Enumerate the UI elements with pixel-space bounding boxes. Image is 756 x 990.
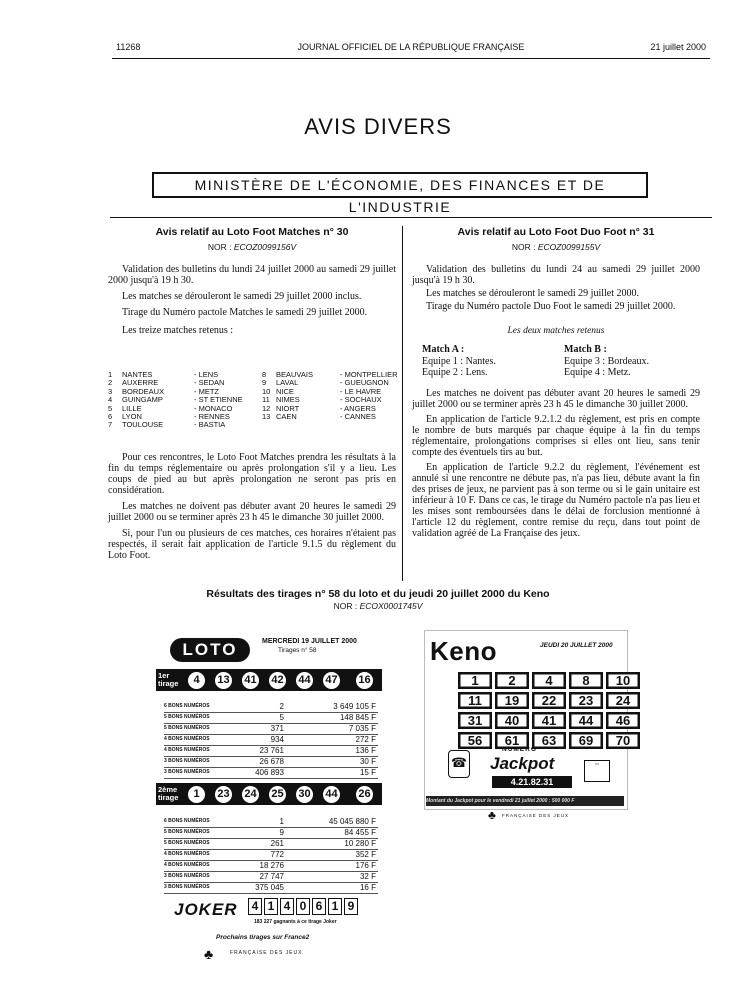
- home-team: NIORT: [276, 403, 300, 413]
- winners-count: 934: [270, 735, 284, 744]
- paragraph: Les matches se dérouleront le samedi 29 juillet 2000 inclus.: [122, 291, 362, 302]
- prize-amount: 30 F: [359, 757, 376, 766]
- winners-count: 371: [270, 724, 284, 733]
- result-row: [164, 829, 378, 839]
- results-title: Résultats des tirages n° 58 du loto et du jeudi 20 juillet 2000 du Keno: [206, 588, 550, 600]
- keno-number: 24: [606, 692, 640, 709]
- right-notice-title: Avis relatif au Loto Foot Duo Foot n° 31: [457, 226, 655, 238]
- result-row: [164, 862, 378, 872]
- away-team: - BASTIA: [194, 420, 226, 430]
- keno-logo: Keno: [430, 636, 497, 666]
- winners-count: 261: [270, 839, 284, 848]
- away-team: - CANNES: [340, 411, 376, 421]
- paragraph: En application de l'article 9.2.2 du règlement, l'événement est annulé si une rencontre ne débute pas, n'a pas lieu, débute avant la fin des prises de jeux, ne parvient pas à son terme ou si le gain unitaire est inférieur à 10 F. Dans ce cas, le tirage du Numéro pactole n'a pas lieu et les mises sont remboursées dans le délai de forclusion mentionné à l'article 12 du règlement, contre remise du reçu, dans tout point de validation agréé de La Française des jeux.: [412, 462, 700, 539]
- jackpot-banner: Montant du Jackpot pour le vendredi 21 juillet 2000 : 500 000 F: [426, 796, 624, 806]
- winners-count: 9: [279, 828, 284, 837]
- keno-number: 31: [458, 712, 492, 729]
- result-row: [164, 818, 378, 828]
- journal-title: JOURNAL OFFICIEL DE LA RÉPUBLIQUE FRANÇAISE: [297, 42, 525, 52]
- home-team: BORDEAUX: [122, 386, 165, 396]
- rank-label: 3 BONS NUMÉROS: [164, 884, 210, 890]
- home-team: NICE: [276, 386, 294, 396]
- duo-subtitle: Les deux matches retenus: [507, 326, 605, 336]
- loto-ticket: [156, 628, 386, 962]
- left-column: [108, 226, 396, 336]
- keno-number: 70: [606, 732, 640, 749]
- paragraph: Les treize matches retenus :: [122, 325, 234, 336]
- joker-digit: 1: [328, 898, 342, 915]
- prize-amount: 7 035 F: [348, 724, 376, 733]
- match-number: 8: [262, 370, 267, 379]
- loto-ball: 25: [267, 784, 288, 805]
- loto-ball: 41: [240, 670, 261, 691]
- match-number: 5: [108, 403, 113, 413]
- paragraph: Tirage du Numéro pactole Matches le samedi 29 juillet 2000.: [122, 307, 368, 318]
- keno-number: 56: [458, 732, 492, 749]
- home-team: GUINGAMP: [122, 395, 163, 405]
- match-number: 4: [108, 395, 113, 405]
- loto-ball: 16: [354, 670, 375, 691]
- ministry-rule: [110, 217, 712, 218]
- next-draws: Prochains tirages sur France2: [216, 934, 310, 941]
- prize-amount: 148 845 F: [339, 713, 376, 722]
- match-number: 6: [108, 411, 113, 421]
- clover-icon: ♣: [488, 808, 496, 822]
- section-title: AVIS DIVERS: [304, 114, 452, 139]
- match-a-title: Match A :: [422, 344, 465, 355]
- match-number: 1: [108, 370, 113, 379]
- header-rule: [112, 58, 710, 59]
- loto-ball: 24: [240, 784, 261, 805]
- match-number: 12: [262, 403, 271, 413]
- joker-digit: 0: [296, 898, 310, 915]
- away-team: - GUEUGNON: [340, 378, 389, 388]
- keno-number: 61: [495, 732, 529, 749]
- nor-label: NOR :: [207, 242, 232, 252]
- loto-fdj: FRANÇAISE DES JEUX: [230, 950, 303, 956]
- column-divider: [402, 226, 403, 581]
- nor-code: ECOZ0099156V: [233, 242, 297, 252]
- keno-number: 63: [532, 732, 566, 749]
- loto-ball: 30: [294, 784, 315, 805]
- keno-number: 46: [606, 712, 640, 729]
- match-number: 7: [108, 420, 113, 430]
- home-team: LAVAL: [276, 378, 299, 388]
- keno-number: 41: [532, 712, 566, 729]
- match-number: 3: [108, 386, 113, 396]
- away-team: - ST ETIENNE: [194, 395, 243, 405]
- rank-label: 5 BONS NUMÉROS: [164, 829, 210, 835]
- loto-ball: 44: [321, 784, 342, 805]
- winners-count: 1: [279, 817, 284, 826]
- keno-number: 19: [495, 692, 529, 709]
- keno-number: 22: [532, 692, 566, 709]
- loto-ball: 4: [186, 670, 207, 691]
- winners-count: 375 045: [255, 883, 284, 892]
- prize-amount: 32 F: [359, 872, 376, 881]
- prize-amount: 176 F: [355, 861, 376, 870]
- winners-count: 406 893: [255, 768, 284, 777]
- rank-label: 5 BONS NUMÉROS: [164, 714, 210, 720]
- home-team: CAEN: [276, 411, 297, 421]
- clover-icon: ♣: [204, 946, 214, 962]
- nor-code: ECOX0001745V: [359, 601, 423, 611]
- rank-label: 6 BONS NUMÉROS: [164, 703, 210, 709]
- keno-number: 44: [569, 712, 603, 729]
- joker-digit: 6: [312, 898, 326, 915]
- duo-matches: [412, 344, 700, 388]
- rank-label: 5 BONS NUMÉROS: [164, 725, 210, 731]
- rank-label: 6 BONS NUMÉROS: [164, 818, 210, 824]
- match-number: 9: [262, 378, 267, 388]
- prize-amount: 3 649 105 F: [333, 702, 376, 711]
- rank-label: 3 BONS NUMÉROS: [164, 769, 210, 775]
- left-nor: [108, 242, 396, 252]
- keno-number: 4: [532, 672, 566, 689]
- result-row: [164, 851, 378, 861]
- nor-code: ECOZ0099155V: [537, 242, 601, 252]
- loto-ball: 47: [321, 670, 342, 691]
- paragraph: Si, pour l'un ou plusieurs de ces matches, ces horaires n'étaient pas respectés, il serait fait application de l'article 9.1.5 du règlement du Loto Foot.: [108, 528, 396, 561]
- winners-count: 772: [270, 850, 284, 859]
- loto-ball: 13: [213, 670, 234, 691]
- joker-digit: 4: [280, 898, 294, 915]
- result-row: [164, 873, 378, 883]
- prize-amount: 136 F: [355, 746, 376, 755]
- winners-count: 18 276: [259, 861, 284, 870]
- match-number: 11: [262, 395, 270, 405]
- prize-amount: 10 280 F: [344, 839, 376, 848]
- home-team: TOULOUSE: [122, 420, 164, 430]
- away-team: - MONACO: [194, 403, 233, 413]
- right-column: [412, 226, 700, 539]
- prize-amount: 352 F: [355, 850, 376, 859]
- keno-date: JEUDI 20 JUILLET 2000: [540, 642, 613, 649]
- match-b-team3: Equipe 3 : Bordeaux.: [564, 355, 649, 367]
- result-row: [164, 725, 378, 735]
- tirage2-label: 2ème tirage: [158, 786, 184, 802]
- home-team: LILLE: [122, 403, 142, 413]
- away-team: - LENS: [194, 370, 219, 379]
- winners-count: 2: [279, 702, 284, 711]
- paragraph: Les matches ne doivent pas débuter avant 20 heures le samedi 29 juillet 2000 ou se terminer après 23 h 45 le dimanche 30 juillet 2000.: [108, 501, 396, 523]
- result-row: [164, 884, 378, 894]
- loto-logo: LOTO: [170, 638, 250, 662]
- result-row: [164, 736, 378, 746]
- rank-label: 4 BONS NUMÉROS: [164, 851, 210, 857]
- result-row: [164, 758, 378, 768]
- prize-amount: 15 F: [359, 768, 376, 777]
- away-team: - SOCHAUX: [340, 395, 382, 405]
- result-row: [164, 703, 378, 713]
- result-row: [164, 840, 378, 850]
- page-number: 11268: [116, 42, 141, 52]
- keno-number: 40: [495, 712, 529, 729]
- prize-amount: 16 F: [359, 883, 376, 892]
- away-team: - MONTPELLIER: [340, 370, 398, 379]
- match-row: [108, 421, 248, 429]
- keno-number: 11: [458, 692, 492, 709]
- matches-col-2: [262, 371, 402, 421]
- loto-draw-number: Tirages n° 58: [278, 647, 317, 654]
- page-header: [116, 42, 706, 58]
- ministry-box: MINISTÈRE DE L'ÉCONOMIE, DES FINANCES ET DE L'INDUSTRIE: [152, 172, 648, 198]
- rank-label: 3 BONS NUMÉROS: [164, 873, 210, 879]
- keno-ticket: [424, 630, 630, 822]
- loto-ball: 23: [213, 784, 234, 805]
- keno-number: 2: [495, 672, 529, 689]
- minitel-icon: ▭: [584, 760, 610, 782]
- match-number: 13: [262, 411, 271, 421]
- winners-count: 26 678: [259, 757, 284, 766]
- jackpot-amount: 4.21.82.31: [492, 776, 572, 788]
- keno-number: 10: [606, 672, 640, 689]
- joker-note: 183 227 gagnants à ce tirage Joker: [254, 919, 337, 925]
- match-row: [262, 413, 402, 421]
- paragraph: Validation des bulletins du lundi 24 au samedi 29 juillet 2000 jusqu'à 19 h 30.: [412, 264, 700, 286]
- rank-label: 3 BONS NUMÉROS: [164, 758, 210, 764]
- rank-label: 5 BONS NUMÉROS: [164, 840, 210, 846]
- winners-count: 23 761: [259, 746, 284, 755]
- paragraph: En application de l'article 9.2.1.2 du règlement, est pris en compte le nombre de buts marqués par chaque équipe à la fin du temps réglementaire, prolongations comprises si elles ont lieu, sans tenir compte des éventuels tirs au but.: [412, 414, 700, 458]
- results-nor: [0, 601, 756, 611]
- home-team: BEAUVAIS: [276, 370, 313, 379]
- loto-date: MERCREDI 19 JUILLET 2000: [262, 638, 357, 645]
- loto-ball: 1: [186, 784, 207, 805]
- match-a-team1: Equipe 1 : Nantes.: [422, 355, 496, 367]
- winners-count: 27 747: [259, 872, 284, 881]
- home-team: LYON: [122, 411, 142, 421]
- match-a: [422, 344, 496, 379]
- nor-label: NOR :: [511, 242, 536, 252]
- match-b-team4: Equipe 4 : Metz.: [564, 367, 631, 378]
- joker-digit: 9: [344, 898, 358, 915]
- away-team: - SEDAN: [194, 378, 225, 388]
- keno-fdj: FRANÇAISE DES JEUX: [502, 813, 570, 818]
- left-notice-title: Avis relatif au Loto Foot Matches n° 30: [155, 226, 349, 238]
- header-date: 21 juillet 2000: [650, 42, 706, 52]
- joker-digit: 1: [264, 898, 278, 915]
- result-row: [164, 714, 378, 724]
- keno-number: 1: [458, 672, 492, 689]
- result-row: [164, 747, 378, 757]
- paragraph: Les matches se dérouleront le samedi 29 juillet 2000.: [426, 288, 639, 299]
- rank-label: 4 BONS NUMÉROS: [164, 747, 210, 753]
- away-team: - RENNES: [194, 411, 230, 421]
- paragraph: Pour ces rencontres, le Loto Foot Matches prendra les résultats à la fin du temps réglementaire ou après prolongation s'il y a lieu. Les coups de pied au but après prolongation ne seront pas pris en considération.: [108, 452, 396, 496]
- match-a-team2: Equipe 2 : Lens.: [422, 367, 488, 378]
- match-b: [564, 344, 649, 379]
- numero-label: NUMERO: [502, 746, 537, 753]
- result-row: [164, 769, 378, 779]
- away-team: - ANGERS: [340, 403, 376, 413]
- match-number: 10: [262, 386, 271, 396]
- loto-ball: 26: [354, 784, 375, 805]
- away-team: - LE HAVRE: [340, 386, 382, 396]
- home-team: NIMES: [276, 395, 300, 405]
- paragraph: Les matches ne doivent pas débuter avant 20 heures le samedi 29 juillet 2000 ou se terminer après 23 h 45 le dimanche 30 juillet 2000.: [412, 388, 700, 410]
- right-nor: [412, 242, 700, 252]
- keno-number: 8: [569, 672, 603, 689]
- away-team: - METZ: [194, 386, 219, 396]
- joker-digit: 4: [248, 898, 262, 915]
- matches-table: [108, 371, 398, 431]
- loto-ball: 42: [267, 670, 288, 691]
- nor-label: NOR :: [333, 601, 358, 611]
- jackpot-logo: Jackpot: [490, 754, 555, 773]
- prize-amount: 84 455 F: [344, 828, 376, 837]
- paragraph: Validation des bulletins du lundi 24 juillet 2000 au samedi 29 juillet 2000 jusqu'à 19 h 30.: [108, 264, 396, 286]
- matches-col-1: [108, 371, 248, 430]
- prize-amount: 45 045 880 F: [328, 817, 376, 826]
- rank-label: 4 BONS NUMÉROS: [164, 736, 210, 742]
- paragraph: Tirage du Numéro pactole Duo Foot le samedi 29 juillet 2000.: [426, 301, 676, 312]
- prize-amount: 272 F: [355, 735, 376, 744]
- rank-label: 4 BONS NUMÉROS: [164, 862, 210, 868]
- loto-ball: 44: [294, 670, 315, 691]
- match-number: 2: [108, 378, 113, 388]
- match-b-title: Match B :: [564, 344, 607, 355]
- keno-number: 23: [569, 692, 603, 709]
- keno-number: 69: [569, 732, 603, 749]
- winners-count: 5: [279, 713, 284, 722]
- home-team: NANTES: [122, 370, 153, 379]
- phone-icon: ☎: [448, 750, 470, 778]
- left-column-bottom: [108, 452, 396, 561]
- home-team: AUXERRE: [122, 378, 159, 388]
- tirage1-label: 1er tirage: [158, 672, 184, 688]
- joker-logo: JOKER: [174, 900, 238, 919]
